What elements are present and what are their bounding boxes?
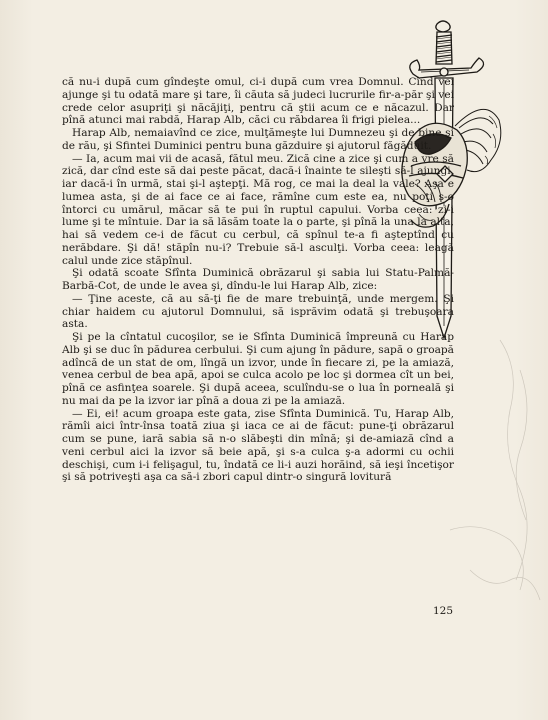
paragraph: — Ei, ei! acum groapa este gata, zise Sfînta Duminică. Tu, Harap Alb, rămîi aici într-însa toată ziua şi iaca ce ai de făcut: pune-ţi obrăzarul cum se pune, iară sabia să n-o slăbeşti din mînă; şi de-amiază cînd a veni cerbul aici la izvor să beie apă, şi s-a culca ş-a adormi cu ochii deschişi, cum i-i felişagul, tu, îndată ce li-i auzi horăind, să ieşi încetişor şi să potriveşti aşa ca să-i zbori capul dintr-o singură lovitură [62,407,454,484]
faint-sketch-lines [440,330,548,650]
paragraph: că nu-i după cum gîndeşte omul, ci-i după cum vrea Domnul. Cînd vei ajunge şi tu odată mare şi tare, îi căuta să judeci lucrurile fir-a-păr şi vei crede celor asupriţi şi năcăjiţi, pentru că ştii acum ce e năcazul. Dar pînă atunci mai rabdă, Harap Alb, căci cu răbdarea îi frigi pielea... [62,76,454,127]
paragraph: Harap Alb, nemaiavînd ce zice, mulţămeşte lui Dumnezeu şi de bine şi de rău, şi Sfintei Duminici pentru buna găzduire şi ajutorul făgăduit. [62,127,454,152]
body-text [62,76,454,484]
paragraph: Şi odată scoate Sfînta Duminică obrăzarul şi sabia lui Statu-Palmă-Barbă-Cot, de unde le avea şi, dîndu-le lui Harap Alb, zice: [62,267,454,292]
paragraph: Şi pe la cîntatul cucoşilor, se ie Sfînta Duminică împreună cu Harap Alb şi se duc în pădurea cerbului. Şi cum ajung în pădure, sapă o groapă adîncă de un stat de om, lîngă un izvor, unde în fiecare zi, pe la amiază, venea cerbul de bea apă, apoi se culca acolo pe loc şi dormea cît un bei, pînă ce asfinţea soarele. Şi după aceea, sculîndu-se o lua în porneală şi nu mai da pe la izvor iar pînă a doua zi pe la amiază. [62,331,454,407]
paragraph: — Ia, acum mai vii de acasă, fătul meu. Zică cine a zice şi cum a vre să zică, dar cînd este să dai peste păcat, dacă-i înainte te sileşti să-l ajungi, iar dacă-i în urmă, stai şi-l aştepţi. Mă rog, ce mai la deal la vale? Aşa e lumea asta, şi de ai face ce ai face, rămîne cum este ea, nu poţi s-o întorci cu umărul, măcar să te pui în ruptul capului. Vorba ceea: zi-i lume şi te mîntuie. Dar ia să lăsăm toate la o parte, şi pînă la una la alta, hai să vedem ce-i de făcut cu cerbul, că spînul te-a fi aşteptînd cu nerăbdare. Şi dă! stăpîn nu-i? Trebuie să-l asculţi. Vorba ceea: leagă calul unde zice stăpînul. [62,152,454,267]
page-number: 125 [433,605,454,617]
paragraph: — Ţine aceste, că au să-ţi fie de mare trebuinţă, unde mergem. Şi chiar haidem cu ajutorul Domnului, să isprăvim odată şi trebuşoara asta. [62,292,454,331]
